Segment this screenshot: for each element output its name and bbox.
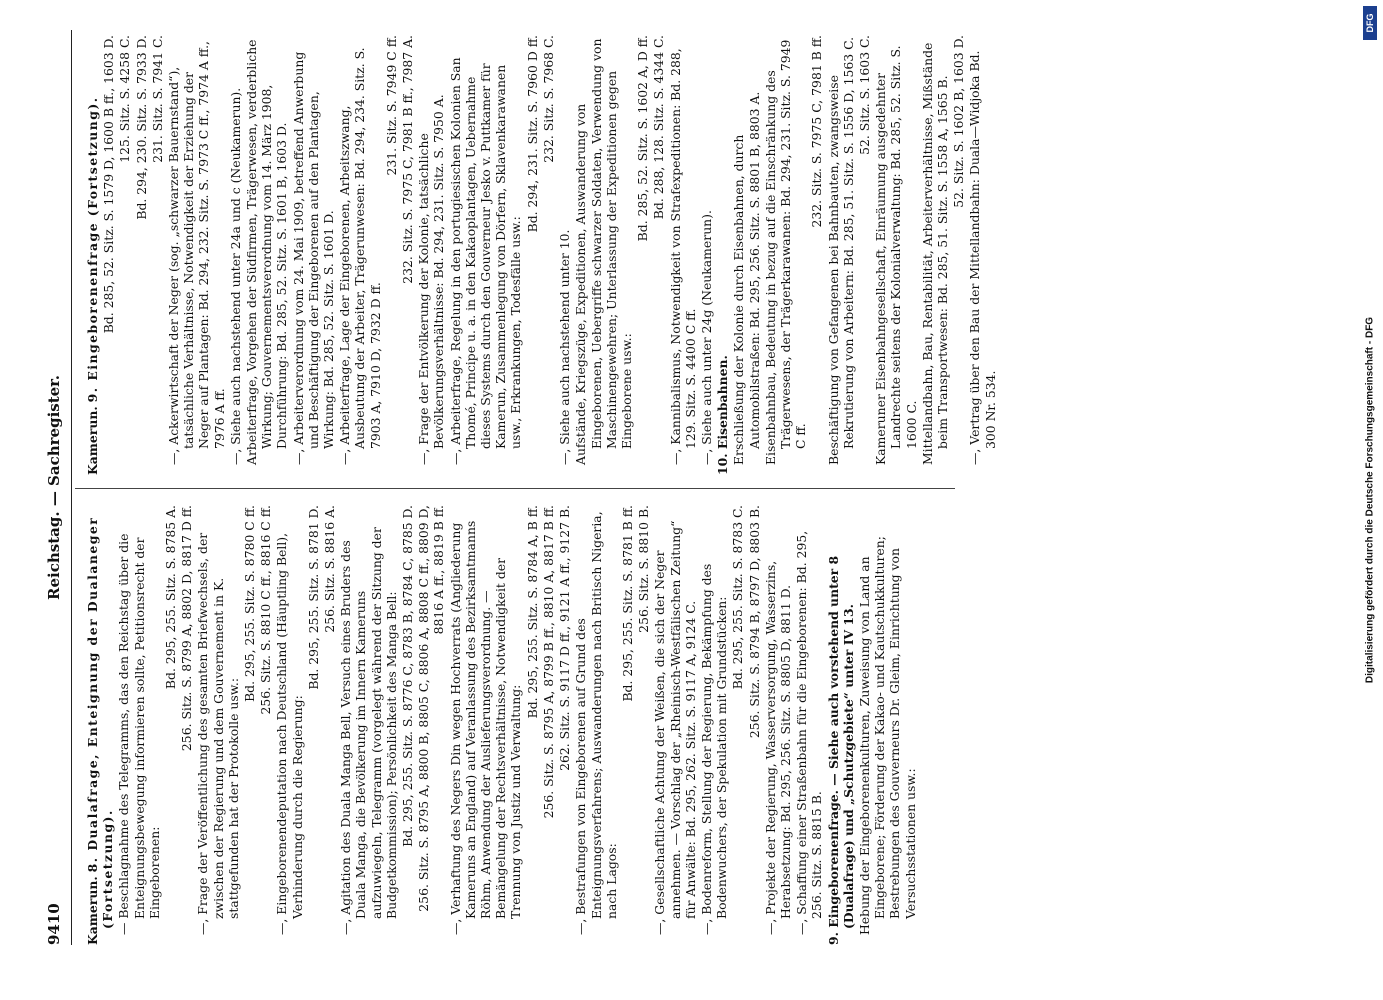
reference-line: 125. Sitz. S. 4258 C. — [117, 35, 133, 163]
index-entry: —, Arbeiterfrage, Lage der Eingeborenen, Arbeitszwang, Ausbeutung der Arbeiter, Trägerunwesen: Bd. 294, 234. Sitz. S. 7903 A, 7910 D, 7932 D ff. — [337, 47, 383, 465]
reference-line: Bd. 295, 255. Sitz. S. 8781 D. — [305, 505, 321, 690]
index-entry: Erschließung der Kolonie durch Eisenbahnen, durch Automobilstraßen: Bd. 295, 256. Sitz. S. 8801 B, 8803 A. — [731, 91, 762, 465]
index-entry: Kameruner Eisenbahngesellschaft, Einräumung ausgedehnter Landrechte seitens der Kolonialverwaltung: Bd. 285, 52. Sitz. S. 1600 C. — [873, 45, 919, 465]
reference-line: 232. Sitz. S. 7975 C, 7981 B ff., 7987 A. — [400, 35, 416, 284]
index-entry: Beschäftigung von Gefangenen bei Bahnbauten, zwangsweise Rekrutierung von Arbeitern: Bd. 285, 51. Sitz. S. 1556 D, 1563 C. — [825, 36, 856, 465]
header-rule — [71, 30, 72, 945]
page-header — [45, 30, 73, 945]
index-entry: —, Siehe auch unter 24g (Neukamerun). — [698, 210, 714, 465]
right-column-heading — [85, 35, 100, 475]
index-entry: —, Siehe auch nachstehend unter 24a und c (Neukamerun). — [227, 87, 243, 465]
index-entry: Mittellandbahn, Bau, Rentabilität, Arbeiterverhältnisse, Mißstände beim Transportwesen: Bd. 285, 51. Sitz. S. 1558 A, 1565 B. — [919, 42, 950, 465]
index-entry: —, Agitation des Duala Manga Bell, Versuch eines Bruders des Duala Manga, die Bevölkerung im Innern Kameruns aufzuwiegeln, Telegramm (vorgelegt während der Sitzung der Budgetkommission); Persönlichkeit des Manga Bell: — [338, 527, 399, 935]
reference-line: Bd. 295, 255. Sitz. S. 8785 A. — [163, 505, 179, 690]
index-entry: —, Kannibalismus, Notwendigkeit von Strafexpeditionen: Bd. 288, 129. Sitz. S. 4400 C ff. — [667, 48, 698, 465]
heading-topic: 8. Dualafrage, Enteignung der Dualaneger (Fortsetzung). — [85, 516, 116, 929]
heading-country: Kamerun. — [85, 406, 100, 475]
index-entries — [116, 505, 917, 945]
dfg-logo — [1363, 6, 1377, 40]
reference-line: 256. Sitz. S. 8810 B. — [636, 505, 652, 633]
reference-line: 256. Sitz. S. 8795 A, 8800 B, 8805 C, 8806 A, 8808 C ff., 8809 D, 8816 A ff., 8819 B ff. — [416, 505, 447, 912]
index-entry: Aufstände, Kriegszüge, Expeditionen, Auswanderung von Eingeborenen, Uebergriffe schwarzer Soldaten, Verwendung von Maschinengewehren; Unterlassung der Expeditionen gegen Eingeborene usw.: — [573, 38, 634, 465]
reference-line: 232. Sitz. S. 7968 C. — [540, 35, 556, 163]
index-entry: —, Frage der Entvölkerung der Kolonie, tatsächliche Bevölkerungsverhältnisse: Bd. 294, 231. Sitz. S. 7950 A. — [416, 94, 447, 465]
reference-line: 231. Sitz. S. 7949 C ff. — [383, 35, 399, 176]
reference-line: 262. Sitz. S. 9117 D ff., 9121 A ff., 9127 B. — [557, 505, 573, 771]
right-column — [85, 35, 999, 475]
reference-line: Bd. 295, 255. Sitz. S. 8781 B ff. — [619, 505, 635, 702]
reference-line: 52. Sitz. S. 1602 B, 1603 D. — [951, 35, 967, 208]
reference-line: Bd. 288, 128. Sitz. S. 4344 C. — [651, 35, 667, 220]
index-entry: —, Gesellschaftliche Achtung der Weißen, die sich der Neger annehmen. — Vorschlag der „Rheinisch-Westfälischen Zeitung“ für Anwälte: Bd. 295, 262. Sitz. S. 9117 A, 9124 C. — [652, 520, 698, 935]
left-column-heading — [85, 505, 115, 945]
index-entry: —, Bestrafungen von Eingeborenen auf Grund des Enteignungsverfahrens; Auswanderungen nach Britisch Nigeria, nach Lagos: — [573, 511, 619, 935]
reference-line: 256. Sitz. S. 8795 A, 8799 B ff., 8810 A, 8817 B ff. — [540, 505, 556, 819]
page-number: 9410 — [45, 903, 63, 945]
reference-line: Bd. 294, 230. Sitz. S. 7933 D. — [133, 35, 149, 220]
index-entry: —, Frage der Veröffentlichung des gesamten Briefwechsels, der zwischen der Regierung und dem Gouvernement in K. stattgefunden hat der Protokolle usw.: — [195, 532, 241, 935]
reference-line: Bd. 294, 231. Sitz. S. 7960 D ff. — [524, 35, 540, 233]
reference-line: 256. Sitz. S. 8816 A. — [322, 505, 338, 633]
column-separator — [75, 488, 955, 489]
index-entry: —, Arbeiterverordnung vom 24. Mai 1909, betreffend Anwerbung und Beschäftigung der Eingeborenen auf den Plantagen, Wirkung: Bd. 285, 52. Sitz. S. 1601 D. — [290, 51, 337, 465]
reference-line: Bd. 295, 255. Sitz. S. 8784 A, B ff. — [524, 505, 540, 719]
reference-line: 256. Sitz. S. 8794 B, 8797 D, 8803 B. — [746, 505, 762, 739]
reference-line: Bd. 295, 255. Sitz. S. 8780 C ff. — [242, 505, 258, 702]
section-heading: 9. Eingeborenenfrage. — Siehe auch vorstehend unter 8 (Dualafrage) und „Schutzgebiete“ unter IV 13. — [825, 555, 856, 945]
left-column — [85, 505, 919, 945]
digitization-note-text: Digitalisierung gefördert durch die Deutsche Forschungsgemeinschaft - DFG — [1364, 316, 1376, 684]
index-entries — [101, 35, 998, 475]
running-title: Reichstag. — Sachregister. — [45, 375, 63, 600]
index-entry: Hebung der Eingeborenenkulturen, Zuweisung von Land an Eingeborene; Förderung der Kakao- und Kautschukkulturen; Bestrebungen des Gouverneurs Dr. Gleim, Einrichtung von Versuchsstationen usw.: — [856, 536, 918, 935]
index-entry: —, Siehe auch nachstehend unter 10. — [557, 229, 573, 465]
rotated-document-page — [45, 30, 1365, 945]
dfg-logo-text: DFG — [1365, 13, 1375, 33]
reference-line: 52. Sitz. S. 1603 C. — [856, 35, 872, 155]
reference-line: 256. Sitz. S. 8810 C ff., 8816 C ff. — [258, 505, 274, 715]
reference-line: Bd. 285, 52. Sitz. S. 1579 D, 1600 B ff., 1603 D. — [101, 35, 117, 334]
reference-line: 231. Sitz. S. 7941 C. — [149, 35, 165, 163]
index-entry: —, Vertrag über den Bau der Mittellandbahn: Duala—Widjoka Bd. 300 Nr. 534. — [967, 50, 998, 465]
index-entry: Arbeiterfrage, Vorgehen der Südfirmen, Trägerwesen, verderbliche Wirkung; Gouvernementsverordnung vom 14. März 1908, Durchführung: Bd. 285, 52. Sitz. S. 1601 B, 1603 D. — [244, 39, 290, 465]
index-entry: —, Eingeborenendeputation nach Deutschland (Häuptling Bell), Verhinderung durch die Regierung: — [274, 532, 305, 935]
index-entry: —, Ackerwirtschaft der Neger (sog. „schwarzer Bauernstand“), tatsächliche Verhältnisse, Notwendigkeit der Erziehung der Neger auf Plantagen: Bd. 294, 232. Sitz. S. 7973 C ff., 7974 A ff., 7976 A ff. — [166, 41, 227, 465]
index-entry: — Beschlagnahme des Telegramms, das den Reichstag über die Enteignungsbewegung informieren sollte, Petitionsrecht der Eingeborenen: — [116, 533, 162, 935]
heading-topic: 9. Eingeborenenfrage (Fortsetzung). — [85, 96, 100, 403]
reference-line: Bd. 295, 255. Sitz. S. 8783 C. — [730, 505, 746, 690]
reference-line: 232. Sitz. S. 7975 C, 7981 B ff. — [809, 35, 825, 228]
index-entry: —, Schaffung einer Straßenbahn für die Eingeborenen: Bd. 295, 256. Sitz. S. 8815 B. — [794, 530, 825, 935]
index-entry: Eisenbahnbau, Bedeutung in bezug auf die Einschränkung des Trägerwesens, der Trägerkarawanen: Bd. 294, 231. Sitz. S. 7949 C ff. — [762, 39, 809, 465]
reference-line: Bd. 295, 255. Sitz. S. 8776 C, 8783 B, 8784 C, 8785 D. — [400, 505, 416, 847]
index-entry: —, Arbeiterfrage, Regelung in den portugiesischen Kolonien San Thomé, Principe u. a. in den Kakaoplantagen, Uebernahme dieses Systems durch den Gouverneur Jesko v. Puttkamer für Kamerun, Zusammenlegung von Dörfern, Sklavenkarawanen usw., Erkrankungen, Todesfälle usw.: — [447, 57, 524, 465]
reference-line: 256. Sitz. S. 8799 A, 8802 D, 8817 D ff. — [179, 505, 195, 752]
reference-line: Bd. 285, 52. Sitz. S. 1602 A, D ff. — [635, 35, 651, 242]
heading-country: Kamerun. — [85, 876, 100, 945]
index-entry: —, Projekte der Regierung, Wasserversorgung, Wasserzins, Herabsetzung: Bd. 295, 256. Sitz. S. 8805 D, 8811 D. — [762, 560, 793, 935]
index-entry: —, Verhaftung des Negers Din wegen Hochverrats (Angliederung Kameruns an England) auf Veranlassung des Bezirksamtmanns Röhm, Anwendung der Auslieferungsverordnung. — Bemängelung der Rechtsverhältnisse, Notwendigkeit der Trennung von Justiz und Verwaltung: — [447, 520, 524, 935]
index-entry: —, Bodenreform, Stellung der Regierung, Bekämpfung des Bodenwuchers, der Spekulation mit Grundstücken: — [698, 563, 730, 935]
section-heading: 10. Eisenbahnen. — [715, 355, 731, 475]
